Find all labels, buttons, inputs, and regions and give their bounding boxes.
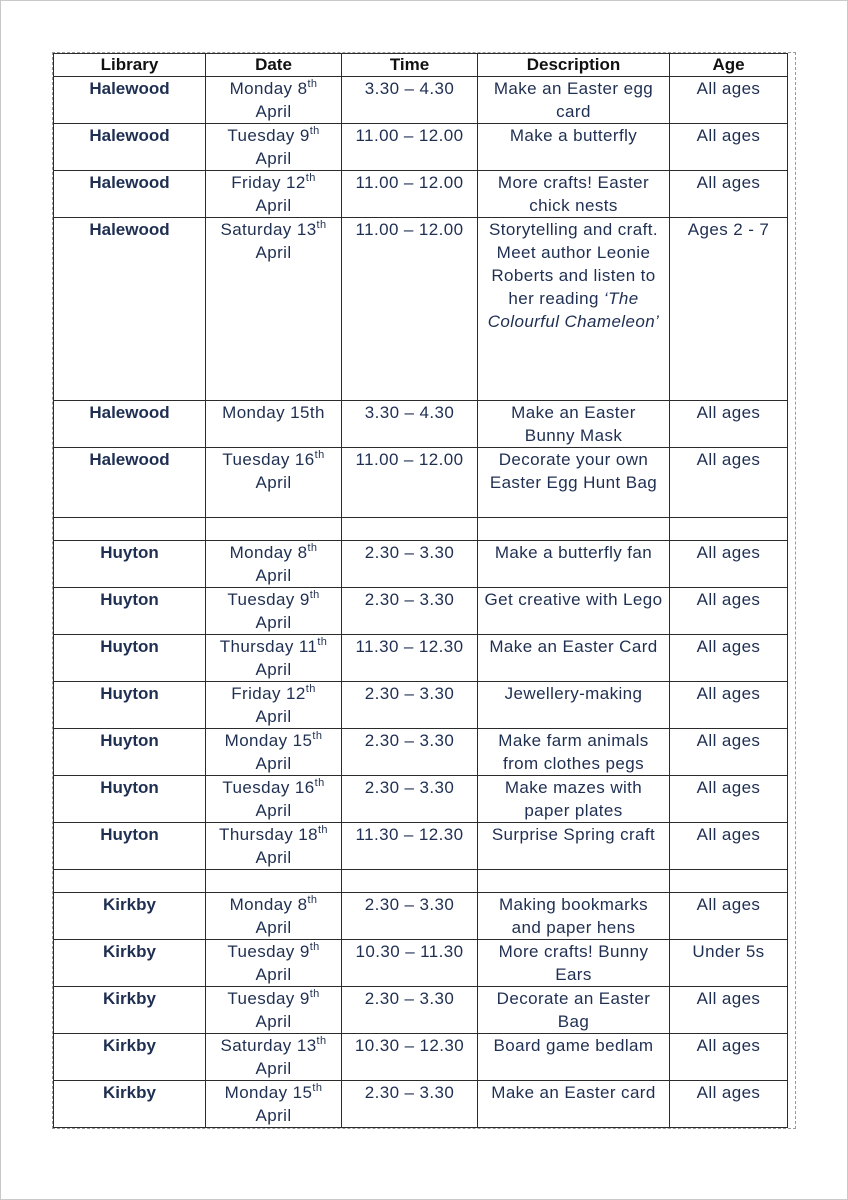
description-cell [478, 77, 670, 124]
table-row [54, 823, 788, 870]
description-cell [478, 1034, 670, 1081]
empty-cell [206, 518, 342, 541]
age-cell: All ages [670, 448, 788, 518]
table-row [54, 776, 788, 823]
description-cell [478, 823, 670, 870]
empty-cell [54, 518, 206, 541]
age-cell: All ages [670, 635, 788, 682]
description-text: Make a butterfly fan [494, 543, 653, 562]
table-row [54, 729, 788, 776]
age-cell: All ages [670, 401, 788, 448]
table-row [54, 218, 788, 401]
age-cell: All ages [670, 776, 788, 823]
library-cell: Huyton [54, 635, 206, 682]
library-cell: Halewood [54, 171, 206, 218]
time-cell: 11.00 – 12.00 [342, 124, 478, 171]
date-day: Thursday 18 [219, 825, 318, 844]
date-day: Thursday 11 [219, 637, 318, 656]
date-month: April [255, 707, 292, 726]
header-library: Library [54, 54, 206, 77]
date-day: Monday 15th [222, 403, 325, 422]
library-cell: Halewood [54, 77, 206, 124]
date-month: April [255, 149, 292, 168]
description-text: Make a butterfly [509, 126, 638, 145]
table-row [54, 682, 788, 729]
date-ordinal: th [316, 1035, 327, 1047]
table-row [54, 124, 788, 171]
header-age: Age [670, 54, 788, 77]
age-cell: All ages [670, 682, 788, 729]
description-text: Surprise Spring craft [491, 825, 656, 844]
date-day: Monday 8 [229, 79, 308, 98]
time-cell: 2.30 – 3.30 [342, 588, 478, 635]
date-month: April [255, 1059, 292, 1078]
description-cell [478, 401, 670, 448]
library-cell: Halewood [54, 124, 206, 171]
description-text: Decorate your own Easter Egg Hunt Bag [489, 450, 658, 492]
time-cell: 3.30 – 4.30 [342, 77, 478, 124]
library-cell: Kirkby [54, 893, 206, 940]
age-cell: All ages [670, 893, 788, 940]
date-month: April [255, 566, 292, 585]
date-cell [206, 1081, 342, 1128]
library-cell: Kirkby [54, 940, 206, 987]
date-month: April [255, 754, 292, 773]
age-cell: All ages [670, 124, 788, 171]
time-cell: 11.00 – 12.00 [342, 218, 478, 401]
table-row [54, 541, 788, 588]
table-row [54, 1081, 788, 1128]
date-day: Friday 12 [231, 173, 306, 192]
date-cell [206, 588, 342, 635]
age-cell: All ages [670, 1081, 788, 1128]
date-ordinal: th [314, 777, 325, 789]
time-cell: 2.30 – 3.30 [342, 729, 478, 776]
library-cell: Huyton [54, 729, 206, 776]
date-day: Monday 15 [224, 731, 313, 750]
date-ordinal: th [312, 730, 323, 742]
description-text: Make an Easter egg card [493, 79, 654, 121]
time-cell: 11.30 – 12.30 [342, 823, 478, 870]
date-cell [206, 541, 342, 588]
age-cell: All ages [670, 987, 788, 1034]
age-cell: All ages [670, 588, 788, 635]
date-day: Tuesday 9 [227, 989, 310, 1008]
date-ordinal: th [317, 824, 328, 836]
date-cell [206, 940, 342, 987]
age-cell: Under 5s [670, 940, 788, 987]
age-cell: All ages [670, 77, 788, 124]
library-cell: Halewood [54, 448, 206, 518]
description-cell [478, 588, 670, 635]
date-ordinal: th [307, 542, 318, 554]
date-month: April [255, 473, 292, 492]
empty-cell [342, 518, 478, 541]
library-cell: Halewood [54, 218, 206, 401]
date-month: April [255, 613, 292, 632]
date-ordinal: th [316, 219, 327, 231]
date-ordinal: th [307, 78, 318, 90]
library-cell: Kirkby [54, 987, 206, 1034]
date-ordinal: th [309, 988, 320, 1000]
time-cell: 2.30 – 3.30 [342, 987, 478, 1034]
date-day: Saturday 13 [220, 1036, 317, 1055]
age-cell: Ages 2 - 7 [670, 218, 788, 401]
date-ordinal: th [307, 894, 318, 906]
date-month: April [255, 848, 292, 867]
empty-cell [342, 870, 478, 893]
empty-cell [206, 870, 342, 893]
date-cell [206, 124, 342, 171]
date-cell [206, 893, 342, 940]
age-cell: All ages [670, 729, 788, 776]
date-month: April [255, 965, 292, 984]
library-cell: Huyton [54, 682, 206, 729]
date-day: Monday 15 [224, 1083, 313, 1102]
empty-cell [478, 518, 670, 541]
date-cell [206, 77, 342, 124]
time-cell: 2.30 – 3.30 [342, 1081, 478, 1128]
description-cell [478, 987, 670, 1034]
description-text: Board game bedlam [493, 1036, 654, 1055]
empty-cell [670, 870, 788, 893]
date-month: April [255, 243, 292, 262]
description-cell [478, 541, 670, 588]
date-ordinal: th [309, 125, 320, 137]
description-cell [478, 729, 670, 776]
library-cell: Kirkby [54, 1034, 206, 1081]
date-month: April [255, 1012, 292, 1031]
time-cell: 2.30 – 3.30 [342, 776, 478, 823]
description-text: Make an Easter card [491, 1083, 656, 1102]
description-text: Make farm animals from clothes pegs [498, 731, 649, 773]
date-month: April [255, 918, 292, 937]
table-row [54, 987, 788, 1034]
table-row [54, 940, 788, 987]
description-text: Make an Easter Card [489, 637, 658, 656]
description-cell [478, 448, 670, 518]
age-cell: All ages [670, 171, 788, 218]
book-title: ‘The Colourful Chameleon’ [487, 289, 660, 331]
description-cell [478, 218, 670, 401]
time-cell: 10.30 – 12.30 [342, 1034, 478, 1081]
library-cell: Huyton [54, 776, 206, 823]
description-cell [478, 171, 670, 218]
description-cell [478, 940, 670, 987]
date-day: Saturday 13 [220, 220, 317, 239]
table-row [54, 588, 788, 635]
header-description: Description [478, 54, 670, 77]
date-ordinal: th [305, 172, 316, 184]
date-day: Tuesday 9 [227, 126, 310, 145]
date-day: Tuesday 9 [227, 590, 310, 609]
description-text: Storytelling and craft. Meet author Leonie Roberts and listen to her reading [489, 220, 658, 308]
description-text: Making bookmarks and paper hens [498, 895, 649, 937]
table-row [54, 893, 788, 940]
description-text: Make mazes with paper plates [504, 778, 643, 820]
time-cell: 11.00 – 12.00 [342, 171, 478, 218]
date-cell [206, 401, 342, 448]
date-ordinal: th [305, 683, 316, 695]
date-cell [206, 448, 342, 518]
spacer-row [54, 870, 788, 893]
date-day: Monday 8 [229, 543, 308, 562]
library-cell: Huyton [54, 588, 206, 635]
empty-cell [670, 518, 788, 541]
description-text: More crafts! Bunny Ears [498, 942, 649, 984]
time-cell: 2.30 – 3.30 [342, 541, 478, 588]
events-table [53, 53, 788, 1128]
description-text: Get creative with Lego [484, 590, 663, 609]
description-cell [478, 776, 670, 823]
date-day: Monday 8 [229, 895, 308, 914]
empty-cell [478, 870, 670, 893]
date-ordinal: th [309, 941, 320, 953]
date-ordinal: th [312, 1082, 323, 1094]
time-cell: 2.30 – 3.30 [342, 682, 478, 729]
time-cell: 11.30 – 12.30 [342, 635, 478, 682]
time-cell: 10.30 – 11.30 [342, 940, 478, 987]
date-day: Tuesday 16 [222, 450, 315, 469]
description-cell [478, 124, 670, 171]
date-cell [206, 218, 342, 401]
library-cell: Huyton [54, 823, 206, 870]
date-cell [206, 729, 342, 776]
date-cell [206, 823, 342, 870]
date-month: April [255, 102, 292, 121]
age-cell: All ages [670, 1034, 788, 1081]
date-cell [206, 171, 342, 218]
time-cell: 11.00 – 12.00 [342, 448, 478, 518]
spacer-row [54, 518, 788, 541]
date-cell [206, 1034, 342, 1081]
table-row [54, 171, 788, 218]
date-day: Tuesday 16 [222, 778, 315, 797]
date-month: April [255, 801, 292, 820]
header-row [54, 54, 788, 77]
date-ordinal: th [309, 589, 320, 601]
description-cell [478, 682, 670, 729]
header-time: Time [342, 54, 478, 77]
date-month: April [255, 196, 292, 215]
description-cell [478, 635, 670, 682]
description-cell [478, 1081, 670, 1128]
description-text: Jewellery-making [504, 684, 643, 703]
description-text: More crafts! Easter chick nests [497, 173, 650, 215]
table-row [54, 1034, 788, 1081]
header-date: Date [206, 54, 342, 77]
table-row [54, 635, 788, 682]
age-cell: All ages [670, 541, 788, 588]
description-text: Decorate an Easter Bag [496, 989, 651, 1031]
age-cell: All ages [670, 823, 788, 870]
library-cell: Huyton [54, 541, 206, 588]
time-cell: 3.30 – 4.30 [342, 401, 478, 448]
library-cell: Kirkby [54, 1081, 206, 1128]
date-month: April [255, 1106, 292, 1125]
table-row [54, 401, 788, 448]
empty-cell [54, 870, 206, 893]
description-text: Make an Easter Bunny Mask [511, 403, 636, 445]
date-cell [206, 987, 342, 1034]
date-ordinal: th [314, 449, 325, 461]
date-ordinal: th [317, 636, 328, 648]
table-body [54, 77, 788, 1128]
date-cell [206, 635, 342, 682]
date-cell [206, 682, 342, 729]
table-row [54, 448, 788, 518]
date-cell [206, 776, 342, 823]
time-cell: 2.30 – 3.30 [342, 893, 478, 940]
table-container [52, 52, 796, 1129]
date-day: Tuesday 9 [227, 942, 310, 961]
description-cell [478, 893, 670, 940]
table-row [54, 77, 788, 124]
date-day: Friday 12 [231, 684, 306, 703]
date-month: April [255, 660, 292, 679]
library-cell: Halewood [54, 401, 206, 448]
